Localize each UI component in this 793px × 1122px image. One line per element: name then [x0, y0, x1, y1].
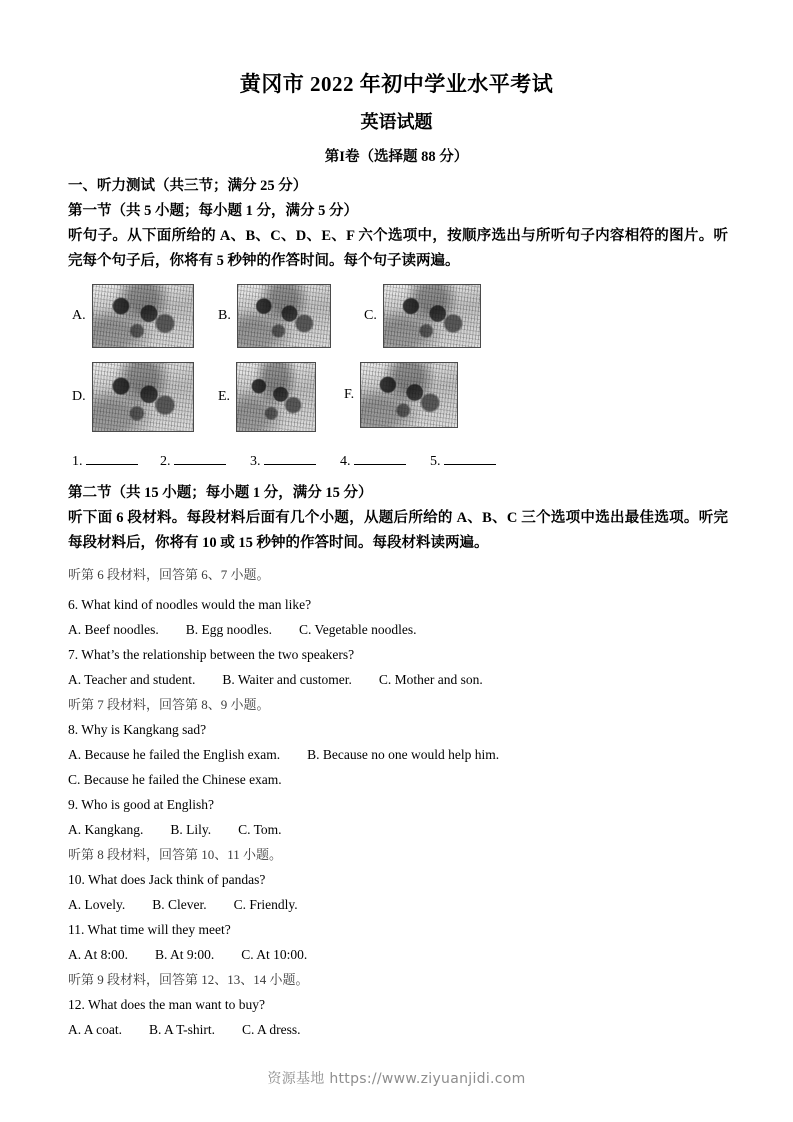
part-one-heading: 第一节（共 5 小题；每小题 1 分，满分 5 分） — [68, 203, 358, 219]
question-11-options[interactable]: A. At 8:00. B. At 9:00. C. At 10:00. — [68, 947, 308, 962]
answer-blank-1-number: 1. — [72, 454, 83, 469]
question-7-text: 7. What’s the relationship between the two speakers? — [68, 647, 355, 662]
question-12-options[interactable]: A. A coat. B. A T-shirt. C. A dress. — [68, 1022, 301, 1037]
picture-option-b — [218, 284, 331, 348]
answer-blank-2-line[interactable] — [174, 452, 226, 465]
question-8-text: 8. Why is Kangkang sad? — [68, 722, 207, 737]
picture-image-b — [237, 284, 331, 348]
picture-image-f — [360, 362, 458, 428]
section-one-heading: 一、听力测试（共三节；满分 25 分） — [68, 178, 308, 194]
picture-label-e: E. — [218, 389, 231, 404]
part-one-instruction: 听句子。从下面所给的 A、B、C、D、E、F 六个选项中，按顺序选出与所听句子内容相符的图片。听完每个句子后，你将有 5 秒钟的作答时间。每个句子读两遍。 — [68, 228, 728, 269]
question-10-text: 10. What does Jack think of pandas? — [68, 872, 266, 887]
answer-blank-3-line[interactable] — [264, 452, 316, 465]
question-12-text: 12. What does the man want to buy? — [68, 997, 265, 1012]
picture-label-b: B. — [218, 308, 231, 323]
picture-image-c — [383, 284, 481, 348]
picture-image-a — [92, 284, 194, 348]
question-9-options[interactable]: A. Kangkang. B. Lily. C. Tom. — [68, 822, 282, 837]
answer-blank-1-line[interactable] — [86, 452, 138, 465]
footer-watermark: 资源基地 https://www.ziyuanjidi.com — [267, 1071, 526, 1087]
picture-option-a — [72, 284, 194, 348]
document-body — [68, 174, 728, 1042]
answer-blank-4-number: 4. — [340, 454, 351, 469]
picture-label-f: F. — [344, 387, 355, 402]
picture-option-e — [218, 362, 316, 432]
picture-label-a: A. — [72, 308, 86, 323]
picture-option-f — [344, 362, 458, 428]
answer-blank-3[interactable] — [250, 452, 316, 470]
answer-blank-4-line[interactable] — [354, 452, 406, 465]
answer-blank-5-number: 5. — [430, 454, 441, 469]
picture-label-c: C. — [364, 308, 377, 323]
picture-image-d — [92, 362, 194, 432]
listening-cue-10-11: 听第 8 段材料，回答第 10、11 小题。 — [68, 847, 283, 862]
question-6-options[interactable]: A. Beef noodles. B. Egg noodles. C. Vegetable noodles. — [68, 622, 417, 637]
page-title: 黄冈市 2022 年初中学业水平考试 — [239, 72, 554, 96]
answer-blank-3-number: 3. — [250, 454, 261, 469]
picture-label-d: D. — [72, 389, 86, 404]
listening-cue-6-7: 听第 6 段材料，回答第 6、7 小题。 — [68, 567, 270, 582]
part-two-heading: 第二节（共 15 小题；每小题 1 分，满分 15 分） — [68, 485, 373, 501]
question-9-text: 9. Who is good at English? — [68, 797, 214, 812]
question-8-options[interactable]: A. Because he failed the English exam. B. Because no one would help him. — [68, 747, 500, 762]
question-7-options[interactable]: A. Teacher and student. B. Waiter and customer. C. Mother and son. — [68, 672, 483, 687]
answer-blank-5[interactable] — [430, 452, 496, 470]
answer-blank-1[interactable] — [72, 452, 138, 470]
question-11-text: 11. What time will they meet? — [68, 922, 231, 937]
listening-cue-8-9: 听第 7 段材料，回答第 8、9 小题。 — [68, 697, 270, 712]
answer-blank-2-number: 2. — [160, 454, 171, 469]
picture-option-d — [72, 362, 194, 432]
page-subtitle: 英语试题 — [360, 112, 433, 132]
answer-blank-5-line[interactable] — [444, 452, 496, 465]
paper-part-heading: 第I卷（选择题 88 分） — [324, 149, 469, 165]
picture-image-e — [236, 362, 316, 432]
part-two-instruction: 听下面 6 段材料。每段材料后面有几个小题，从题后所给的 A、B、C 三个选项中选出最佳选项。听完每段材料后，你将有 10 或 15 秒钟的作答时间。每段材料读两遍。 — [68, 510, 728, 551]
answer-blank-2[interactable] — [160, 452, 226, 470]
answer-blanks-row — [68, 452, 728, 474]
picture-options-grid — [68, 280, 728, 450]
question-10-options[interactable]: A. Lovely. B. Clever. C. Friendly. — [68, 897, 298, 912]
question-8-options-extra[interactable]: C. Because he failed the Chinese exam. — [68, 772, 282, 787]
answer-blank-4[interactable] — [340, 452, 406, 470]
question-6-text: 6. What kind of noodles would the man like? — [68, 597, 312, 612]
listening-cue-12-14: 听第 9 段材料，回答第 12、13、14 小题。 — [68, 972, 309, 987]
picture-option-c — [364, 284, 481, 348]
